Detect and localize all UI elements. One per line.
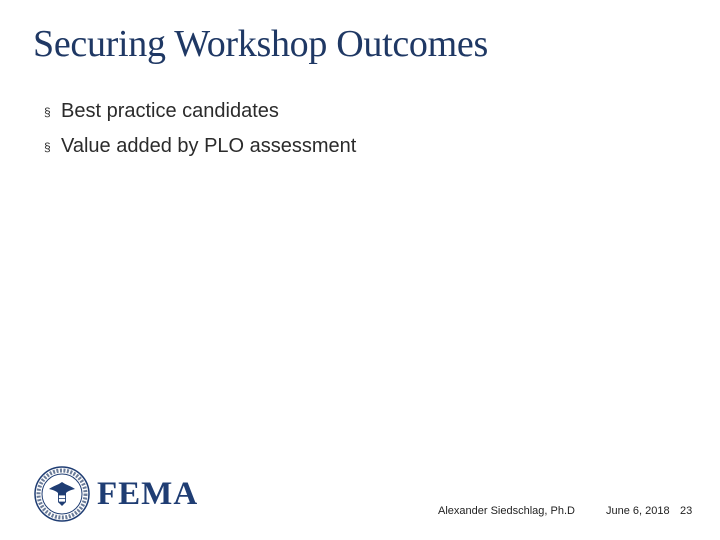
bullet-text: Value added by PLO assessment [61, 135, 357, 157]
footer-author: Alexander Siedschlag, Ph.D [438, 505, 575, 517]
bullet-marker: § [44, 139, 51, 154]
bullet-item [44, 94, 356, 129]
bullet-list [44, 94, 356, 164]
bullet-text: Best practice candidates [61, 100, 279, 122]
bullet-marker: § [44, 104, 51, 119]
fema-logo [34, 466, 199, 526]
fema-wordmark: FEMA [97, 476, 199, 512]
dhs-seal-icon [34, 466, 90, 522]
footer-page-number: 23 [680, 505, 693, 517]
footer-date: June 6, 2018 [606, 505, 670, 517]
bullet-item [44, 129, 356, 164]
slide-title: Securing Workshop Outcomes [33, 23, 488, 65]
